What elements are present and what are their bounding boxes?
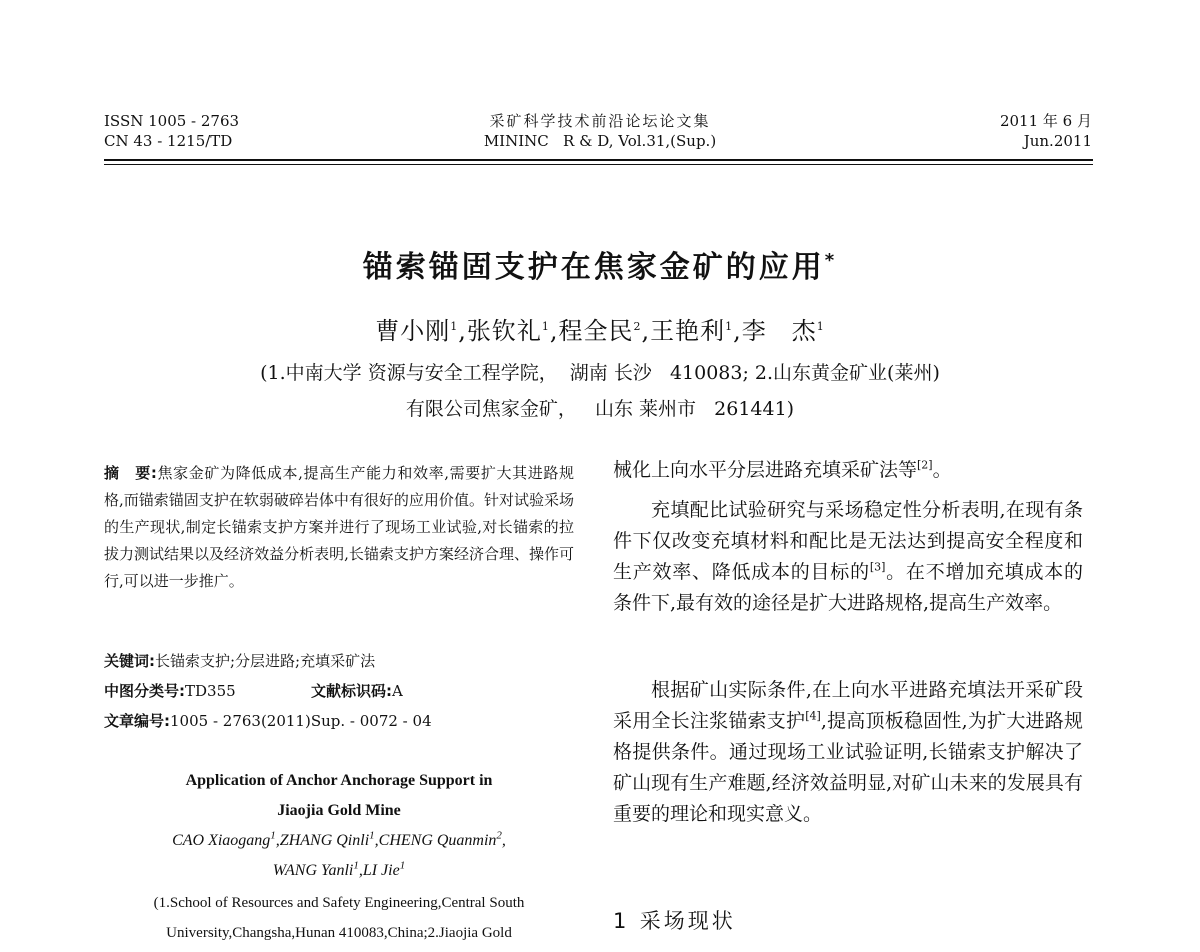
citation-ref: [2] <box>917 458 933 472</box>
english-author: ZHANG Qinli <box>279 832 370 849</box>
abstract-label: 摘 要: <box>104 464 157 482</box>
author-affil-mark: 1 <box>725 320 734 333</box>
body-text: 充填配比试验研究与采场稳定性分析表明,在现有条件下仅改变充填材料和配比是无法达到提高安全程度和生产效率、降低成本的目标的 <box>613 499 1083 583</box>
author-affil-mark: 1 <box>270 829 276 842</box>
english-author: CHENG Quanmin <box>378 832 497 849</box>
section-title: 采场现状 <box>639 909 736 933</box>
keywords-text: 长锚索支护;分层进路;充填采矿法 <box>155 652 376 670</box>
date-cn: 2011 年 6 月 <box>999 112 1092 130</box>
affiliation-line-1: (1.中南大学 资源与安全工程学院， 湖南 长沙 410083; 2.山东黄金矿业(莱州) <box>260 362 940 384</box>
journal-title-cn: 采矿科学技术前沿论坛论文集 <box>489 112 711 130</box>
journal-volume: MININC R & D, Vol.31,(Sup.) <box>483 132 717 150</box>
author-list: 曹小刚$^1$,张钦礼$^1$,程全民$^2$,王艳利$^1$,李 杰$^1$ <box>375 317 825 345</box>
abstract <box>104 460 574 595</box>
english-authors-line-1: CAO Xiaogang$^1$,ZHANG Qinli$^1$,CHENG Quanmin$^2$, <box>172 829 506 849</box>
affiliation-line-2: 有限公司焦家金矿， 山东 莱州市 261441) <box>405 398 795 420</box>
article-number <box>104 711 432 731</box>
clc-label: 中图分类号: <box>104 682 185 700</box>
body-para-0 <box>613 455 1083 486</box>
author-affil-mark: 1 <box>369 829 375 842</box>
header-rule-bottom <box>104 164 1093 165</box>
clc-value: TD355 <box>185 682 236 700</box>
author-affil-mark: 2 <box>633 320 642 333</box>
journal-issn <box>104 111 239 151</box>
paper-title <box>0 242 1200 286</box>
author: 李 杰 <box>741 317 817 345</box>
author-affil-mark: 2 <box>496 829 502 842</box>
body-text: 根据矿山实际条件,在上向水平进路充填法开采矿段采用全长注浆锚索支护 <box>613 679 1083 732</box>
author: 程全民 <box>558 317 634 345</box>
article-no-label: 文章编号: <box>104 712 170 730</box>
doc-label: 文献标识码: <box>311 682 392 700</box>
english-title-line-1: Application of Anchor Anchorage Support in <box>185 772 493 789</box>
author-affil-mark: 1 <box>541 320 550 333</box>
body-text: 。在不增加充填成本的条件下,最有效的途径是扩大进路规格,提高生产效率。 <box>613 561 1083 614</box>
journal-name <box>400 111 800 151</box>
issn-line: ISSN 1005 - 2763 <box>104 112 240 130</box>
body-text: 械化上向水平分层进路充填采矿法等 <box>613 459 918 481</box>
section-heading-1 <box>613 905 736 935</box>
body-text: ,提高顶板稳固性,为扩大进路规格提供条件。通过现场工业试验证明,长锚索支护解决了矿山现有生产难题,经济效益明显,对矿山未来的发展具有重要的理论和现实意义。 <box>613 710 1083 825</box>
body-para-1 <box>613 495 1083 619</box>
english-author: WANG Yanli <box>272 862 354 879</box>
paper-title-text: 锚索锚固支护在焦家金矿的应用 <box>362 250 825 285</box>
english-author: CAO Xiaogang <box>172 832 271 849</box>
author-affil-mark: 1 <box>399 859 406 872</box>
english-affiliation-line-2: University,Changsha,Hunan 410083,China;2.Jiaojia Gold <box>166 925 512 941</box>
cn-line: CN 43 - 1215/TD <box>104 132 233 150</box>
author-affil-mark: 1 <box>450 320 459 333</box>
english-author: LI Jie <box>362 862 400 879</box>
body-para-2 <box>613 675 1083 830</box>
author: 曹小刚 <box>375 317 451 345</box>
article-no-value: 1005 - 2763(2011)Sup. - 0072 - 04 <box>170 712 432 730</box>
body-text: 。 <box>932 459 952 481</box>
title-footnote-mark: * <box>824 250 838 271</box>
citation-ref: [3] <box>869 560 886 574</box>
section-number: 1 <box>613 909 627 933</box>
author-affil-mark: 1 <box>353 859 359 872</box>
doc-value: A <box>392 682 403 700</box>
journal-date <box>1000 111 1092 151</box>
keywords <box>104 651 375 671</box>
author: 王艳利 <box>650 317 726 345</box>
english-title-line-2: Jiaojia Gold Mine <box>277 802 401 819</box>
english-authors-line-2: WANG Yanli$^1$,LI Jie$^1$ <box>272 859 406 879</box>
citation-ref: [4] <box>805 709 821 723</box>
keywords-label: 关键词: <box>104 652 155 670</box>
abstract-text: 焦家金矿为降低成本,提高生产能力和效率,需要扩大其进路规格,而锚索锚固支护在软弱破碎岩体中有很好的应用价值。针对试验采场的生产现状,制定长锚索支护方案并进行了现场工业试验,对长锚索的拉拔力测试结果以及经济效益分析表明,长锚索支护方案经济合理、操作可行,可以进一步推广。 <box>104 464 575 590</box>
author-affil-mark: 1 <box>816 320 825 333</box>
document-code <box>311 681 403 701</box>
english-affiliation-line-1: (1.School of Resources and Safety Engineering,Central South <box>153 895 525 911</box>
clc-number <box>104 681 236 701</box>
header-rule-top <box>104 159 1093 161</box>
date-en: Jun.2011 <box>1023 132 1092 150</box>
author: 张钦礼 <box>466 317 542 345</box>
